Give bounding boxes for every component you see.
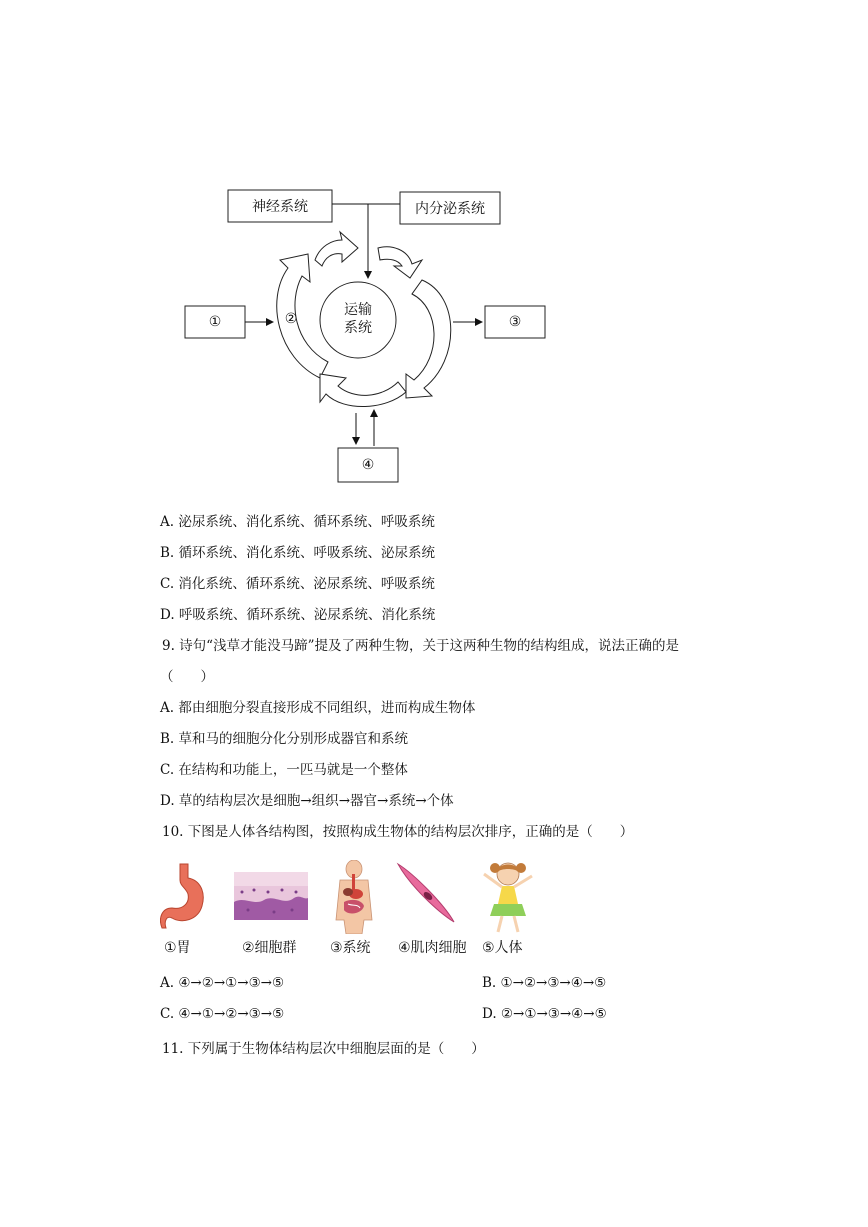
q8-option-c: C. 消化系统、循环系统、泌尿系统、呼吸系统 [160,576,435,592]
caption-system: ③系统 [330,940,371,956]
cell-group-icon [234,872,308,920]
center-label-line1: 运输 [344,302,372,318]
q10-figure-row [160,860,580,960]
q9-option-a: A. 都由细胞分裂直接形成不同组织，进而构成生物体 [160,700,476,716]
stomach-icon [160,860,210,930]
q8-option-a: A. 泌尿系统、消化系统、循环系统、呼吸系统 [160,514,435,530]
muscle-cell-figure [396,860,467,956]
caption-stomach: ①胃 [164,940,191,956]
system-figure [330,860,378,956]
human-body-figure [480,860,536,956]
q8-option-d: D. 呼吸系统、循环系统、泌尿系统、消化系统 [160,607,436,623]
q9-option-c: C. 在结构和功能上，一匹马就是一个整体 [160,762,408,778]
box-3: ③ [508,314,522,330]
caption-muscle-cell: ④肌肉细胞 [398,940,467,956]
q9-stem-line1: 9. 诗句“浅草才能没马蹄”提及了两种生物，关于这两种生物的结构组成，说法正确的是 [162,638,679,654]
girl-icon [480,860,536,934]
q9-stem-line2: （ ） [160,669,214,685]
body-systems-diagram [160,180,580,490]
caption-human-body: ⑤人体 [482,940,523,956]
stomach-figure [160,860,210,956]
box-4: ④ [361,457,375,473]
q10-option-a: A. ④→②→①→③→⑤ [160,975,285,991]
q10-option-d: D. ②→①→③→④→⑤ [482,1006,607,1022]
q10-option-c: C. ④→①→②→③→⑤ [160,1006,285,1022]
q8-option-b: B. 循环系统、消化系统、呼吸系统、泌尿系统 [160,545,436,561]
muscle-cell-icon [396,860,456,926]
digestive-system-icon [330,860,378,934]
center-label-line2: 系统 [344,320,372,336]
tissue-figure [234,860,308,956]
q10-stem: 10. 下图是人体各结构图，按照构成生物体的结构层次排序，正确的是（ ） [162,824,634,840]
caption-cell-group: ②细胞群 [242,940,297,956]
box-nervous-system: 神经系统 [252,199,308,215]
label-2: ② [284,311,298,327]
q10-option-b: B. ①→②→③→④→⑤ [482,975,607,991]
q9-option-b: B. 草和马的细胞分化分别形成器官和系统 [160,731,409,747]
q11-stem: 11. 下列属于生物体结构层次中细胞层面的是（ ） [162,1041,485,1057]
box-endocrine-system: 内分泌系统 [415,201,485,217]
box-1: ① [208,314,222,330]
q9-option-d: D. 草的结构层次是细胞→组织→器官→系统→个体 [160,793,454,809]
